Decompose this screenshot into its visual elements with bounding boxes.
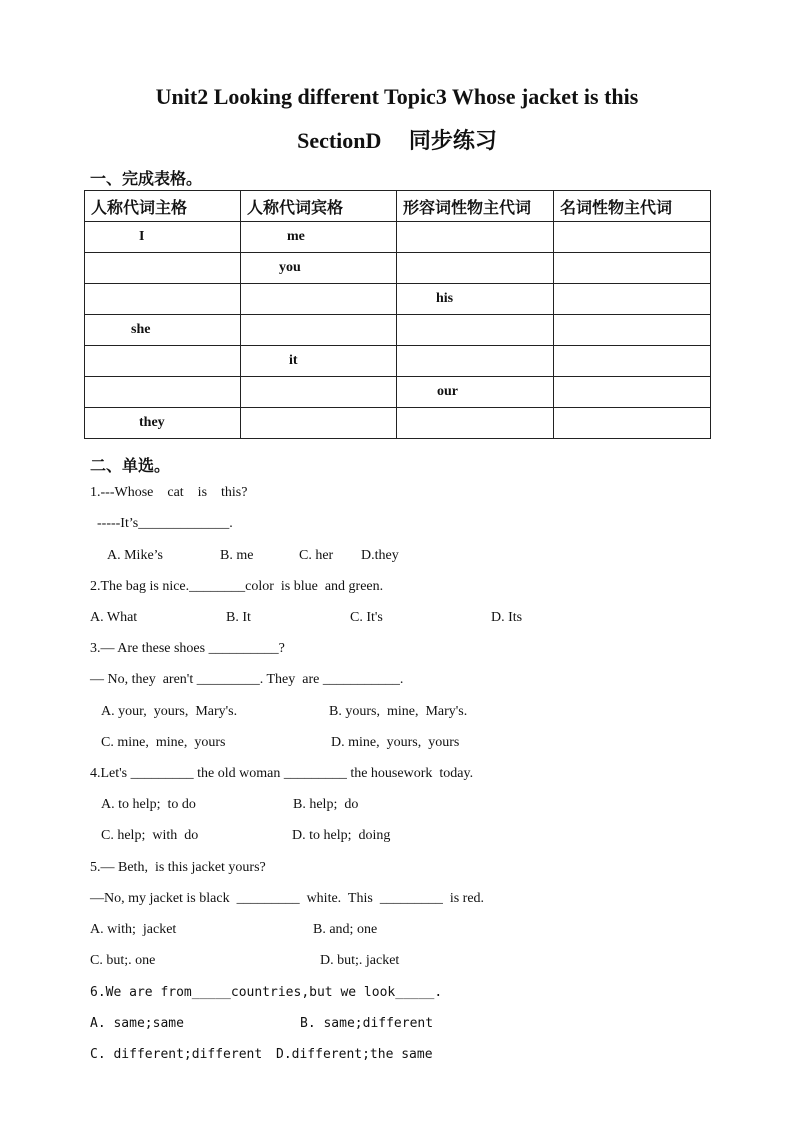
page-subtitle: SectionD 同步练习 — [297, 128, 497, 153]
answer-option: D. but;. jacket — [320, 953, 400, 968]
question-stem: 5.— Beth, is this jacket yours? — [90, 860, 266, 875]
table-cell — [397, 315, 554, 346]
table-header-cell: 形容词性物主代词 — [397, 191, 554, 222]
table-cell: I — [85, 222, 241, 253]
answer-option: A. same;same — [90, 1016, 184, 1031]
table-row — [85, 377, 711, 408]
table-row — [85, 346, 711, 377]
table-cell — [85, 346, 241, 377]
table-header-cell: 名词性物主代词 — [554, 191, 711, 222]
answer-option: D.different;the same — [276, 1047, 433, 1062]
table-cell — [554, 284, 711, 315]
table-cell — [241, 377, 397, 408]
table-cell: she — [85, 315, 241, 346]
table-cell: you — [241, 253, 397, 284]
table-cell — [397, 408, 554, 439]
table-cell — [397, 222, 554, 253]
table-row — [85, 253, 711, 284]
answer-option: B. and; one — [313, 922, 378, 937]
section-heading-table: 一、完成表格。 — [90, 171, 203, 188]
table-cell — [554, 408, 711, 439]
table-cell — [397, 253, 554, 284]
answer-option: B. yours, mine, Mary's. — [329, 704, 468, 719]
table-cell — [241, 315, 397, 346]
answer-option: A. What — [90, 610, 138, 625]
answer-option: D. mine, yours, yours — [331, 735, 460, 750]
answer-option: D. Its — [491, 610, 523, 625]
table-cell — [397, 346, 554, 377]
table-cell — [554, 253, 711, 284]
question-stem: 1.---Whose cat is this? — [90, 485, 248, 500]
table-cell — [554, 315, 711, 346]
question-stem: — No, they aren't _________. They are ___________. — [90, 672, 404, 687]
answer-option: C. mine, mine, yours — [101, 735, 226, 750]
question-stem: -----It’s_____________. — [90, 516, 233, 531]
table-cell: our — [397, 377, 554, 408]
table-cell — [85, 377, 241, 408]
table-cell: they — [85, 408, 241, 439]
answer-option: D. to help; doing — [292, 828, 391, 843]
answer-option: A. your, yours, Mary's. — [101, 704, 238, 719]
table-cell: his — [397, 284, 554, 315]
answer-option: C. different;different — [90, 1047, 263, 1062]
answer-option: B. me — [220, 548, 254, 563]
table-cell — [85, 284, 241, 315]
section-heading-choice: 二、单选。 — [90, 458, 171, 475]
table-cell: it — [241, 346, 397, 377]
table-row — [85, 315, 711, 346]
table-cell — [554, 346, 711, 377]
answer-option: D.they — [361, 548, 399, 563]
table-cell — [554, 377, 711, 408]
table-cell: me — [241, 222, 397, 253]
question-stem: 2.The bag is nice.________color is blue and green. — [90, 579, 384, 594]
answer-option: A. to help; to do — [101, 797, 196, 812]
table-cell — [554, 222, 711, 253]
answer-option: A. with; jacket — [90, 922, 177, 937]
table-header-cell: 人称代词宾格 — [241, 191, 397, 222]
answer-option: C. but;. one — [90, 953, 156, 968]
table-header-row — [85, 191, 711, 222]
answer-option: C. her — [299, 548, 334, 563]
question-stem: —No, my jacket is black _________ white. This _________ is red. — [90, 891, 485, 906]
question-stem: 4.Let's _________ the old woman _________ the housework today. — [90, 766, 474, 781]
answer-option: B. It — [226, 610, 251, 625]
answer-option: C. It's — [350, 610, 383, 625]
answer-option: A. Mike’s — [107, 548, 163, 563]
table-cell — [85, 253, 241, 284]
table-header-cell: 人称代词主格 — [85, 191, 241, 222]
table-row — [85, 284, 711, 315]
table-cell — [241, 408, 397, 439]
answer-option: B. help; do — [293, 797, 359, 812]
pronoun-table — [84, 190, 711, 439]
answer-option: B. same;different — [300, 1016, 434, 1031]
page-title: Unit2 Looking different Topic3 Whose jacket is this — [155, 84, 639, 109]
table-cell — [241, 284, 397, 315]
table-row — [85, 222, 711, 253]
table-row — [85, 408, 711, 439]
answer-option: C. help; with do — [101, 828, 199, 843]
question-stem: 6.We are from_____countries,but we look_____. — [90, 985, 443, 1000]
question-stem: 3.— Are these shoes __________? — [90, 641, 285, 656]
